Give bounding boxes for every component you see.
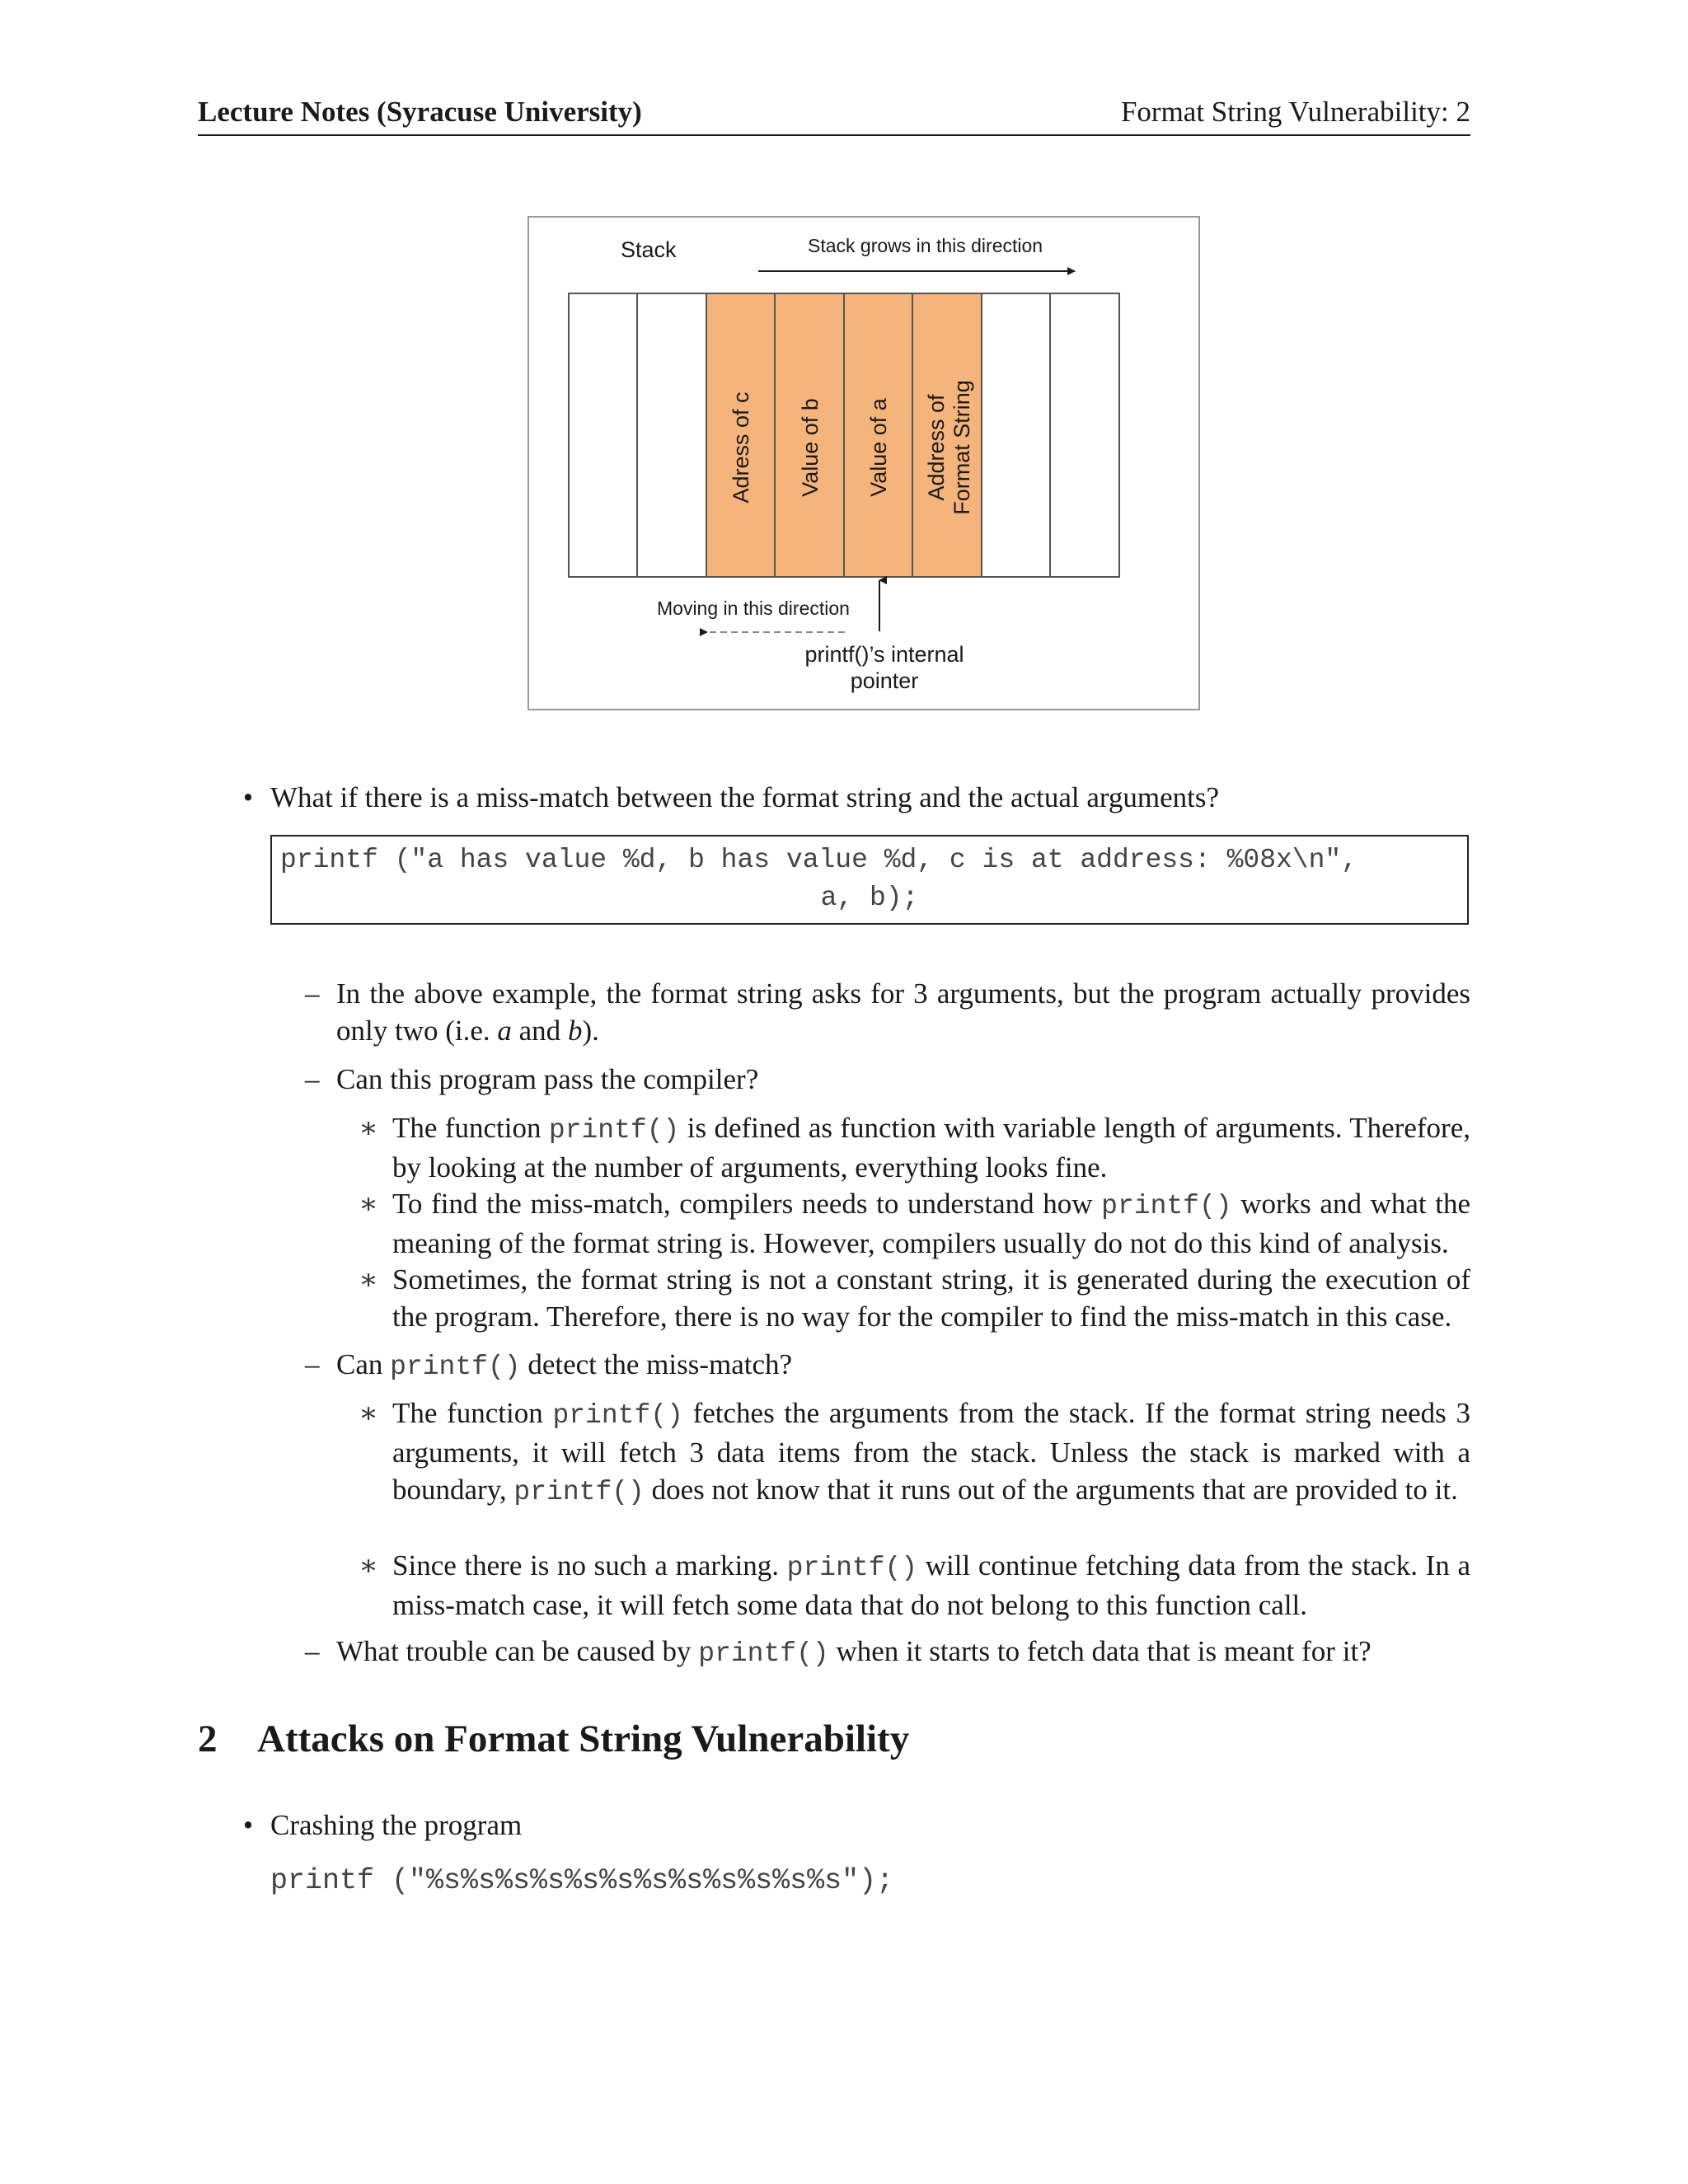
grow-label: Stack grows in this direction — [808, 235, 1043, 256]
text-run: The function — [392, 1112, 549, 1144]
text-run: Since there is no such a marking. — [392, 1549, 787, 1582]
text-run: detect the miss-match? — [520, 1348, 793, 1380]
dash-marker: – — [305, 1348, 320, 1380]
inline-code: printf() — [548, 1115, 680, 1146]
inline-code: printf() — [390, 1352, 521, 1382]
header-rule — [198, 134, 1470, 136]
sub-item-trouble-question — [336, 1633, 1470, 1672]
text-run: To find the miss-match, compilers needs to understand how — [392, 1188, 1102, 1220]
var-b: b — [567, 1015, 583, 1047]
sub3-item-fetch-stack — [392, 1394, 1470, 1511]
text-run: fetches the arguments from the stack. If the format string needs 3 arguments, it will fetch 3 data items from the stack. Unless the stack is marked with a boundary, — [392, 1397, 1470, 1506]
text-run: The function — [392, 1397, 553, 1429]
sub-item-argument-count — [336, 975, 1470, 1049]
inline-code: printf() — [552, 1400, 683, 1431]
sub3-item-continue-fetching — [392, 1547, 1470, 1624]
stack-cell-empty — [982, 293, 1050, 577]
bullet-marker: • — [242, 1809, 254, 1841]
sub-item-compiler-question: Can this program pass the compiler? — [336, 1063, 759, 1095]
inline-code: printf() — [513, 1477, 645, 1507]
text-run: works and what the meaning of the format string is. However, compilers usually do not do this kind of analysis. — [392, 1188, 1470, 1259]
cell-label-format-line2: Format String — [950, 380, 974, 515]
code-line-1: printf ("a has value %d, b has value %d, c is at address: %08x\n", — [280, 845, 1358, 875]
stack-label: Stack — [621, 237, 677, 262]
sub2-item-compiler-analysis — [392, 1185, 1470, 1262]
cell-label-address-c: Adress of c — [729, 391, 753, 504]
dash-marker: – — [305, 1063, 320, 1095]
text-run: Can — [336, 1348, 391, 1380]
pointer-label-line1: printf()’s internal — [804, 642, 964, 667]
code-line-2: a, b); — [820, 883, 919, 913]
text-run: is defined as function with variable length of arguments. Therefore, by looking at the number of arguments, everything looks fine. — [392, 1112, 1470, 1183]
text-run: when it starts to fetch data that is meant for it? — [828, 1635, 1372, 1667]
text-run: ). — [582, 1015, 599, 1047]
dash-marker: – — [305, 1635, 320, 1667]
pointer-label-line2: pointer — [850, 668, 919, 693]
inline-code: printf() — [786, 1553, 918, 1583]
text-run: does not know that it runs out of the arguments that are provided to it. — [644, 1474, 1458, 1506]
bullet-marker: • — [242, 781, 254, 813]
stack-cell-empty — [569, 293, 637, 577]
code-example-box — [270, 835, 1469, 925]
text-run: What trouble can be caused by — [336, 1635, 699, 1667]
stack-diagram — [528, 216, 1200, 710]
inline-code: printf() — [1101, 1191, 1232, 1221]
dash-marker: – — [305, 977, 320, 1010]
text-run: and — [511, 1015, 568, 1047]
text-run: In the above example, the format string asks for 3 arguments, but the program actually provides only two (i.e. — [336, 977, 1470, 1047]
sub2-item-variable-args — [392, 1109, 1470, 1186]
running-header-title: Lecture Notes (Syracuse University) — [198, 96, 642, 128]
star-marker: ∗ — [359, 1188, 378, 1220]
section-title: Attacks on Format String Vulnerability — [257, 1718, 910, 1760]
star-marker: ∗ — [359, 1397, 378, 1429]
cell-label-value-b: Value of b — [798, 398, 823, 497]
moving-label: Moving in this direction — [657, 598, 850, 619]
sub-item-printf-detect — [336, 1346, 1470, 1385]
cell-label-value-a: Value of a — [866, 398, 891, 497]
stack-cell-empty — [1050, 293, 1119, 577]
running-header-page: Format String Vulnerability: 2 — [1120, 96, 1470, 128]
cell-label-format-line1: Address of — [924, 394, 949, 501]
bullet-crashing-program: Crashing the program — [270, 1809, 523, 1841]
text-run: will continue fetching data from the stack. In a miss-match case, it will fetch some data that do not belong to this function call. — [392, 1549, 1470, 1621]
stack-cell-empty — [637, 293, 706, 577]
code-crash-example: printf ("%s%s%s%s%s%s%s%s%s%s%s%s"); — [270, 1864, 894, 1897]
section-number: 2 — [198, 1718, 218, 1760]
stack-figure — [528, 216, 1200, 710]
bullet-miss-match-question: What if there is a miss-match between the format string and the actual arguments? — [270, 781, 1220, 813]
star-marker: ∗ — [359, 1549, 378, 1582]
var-a: a — [497, 1015, 512, 1047]
star-marker: ∗ — [359, 1112, 378, 1144]
star-marker: ∗ — [359, 1263, 378, 1296]
inline-code: printf() — [698, 1638, 829, 1669]
section-heading — [198, 1714, 909, 1764]
sub2-item-runtime-format: Sometimes, the format string is not a constant string, it is generated during the execution of the program. Therefore, there is no way for the compiler to find the miss-match in this case. — [392, 1263, 1470, 1333]
